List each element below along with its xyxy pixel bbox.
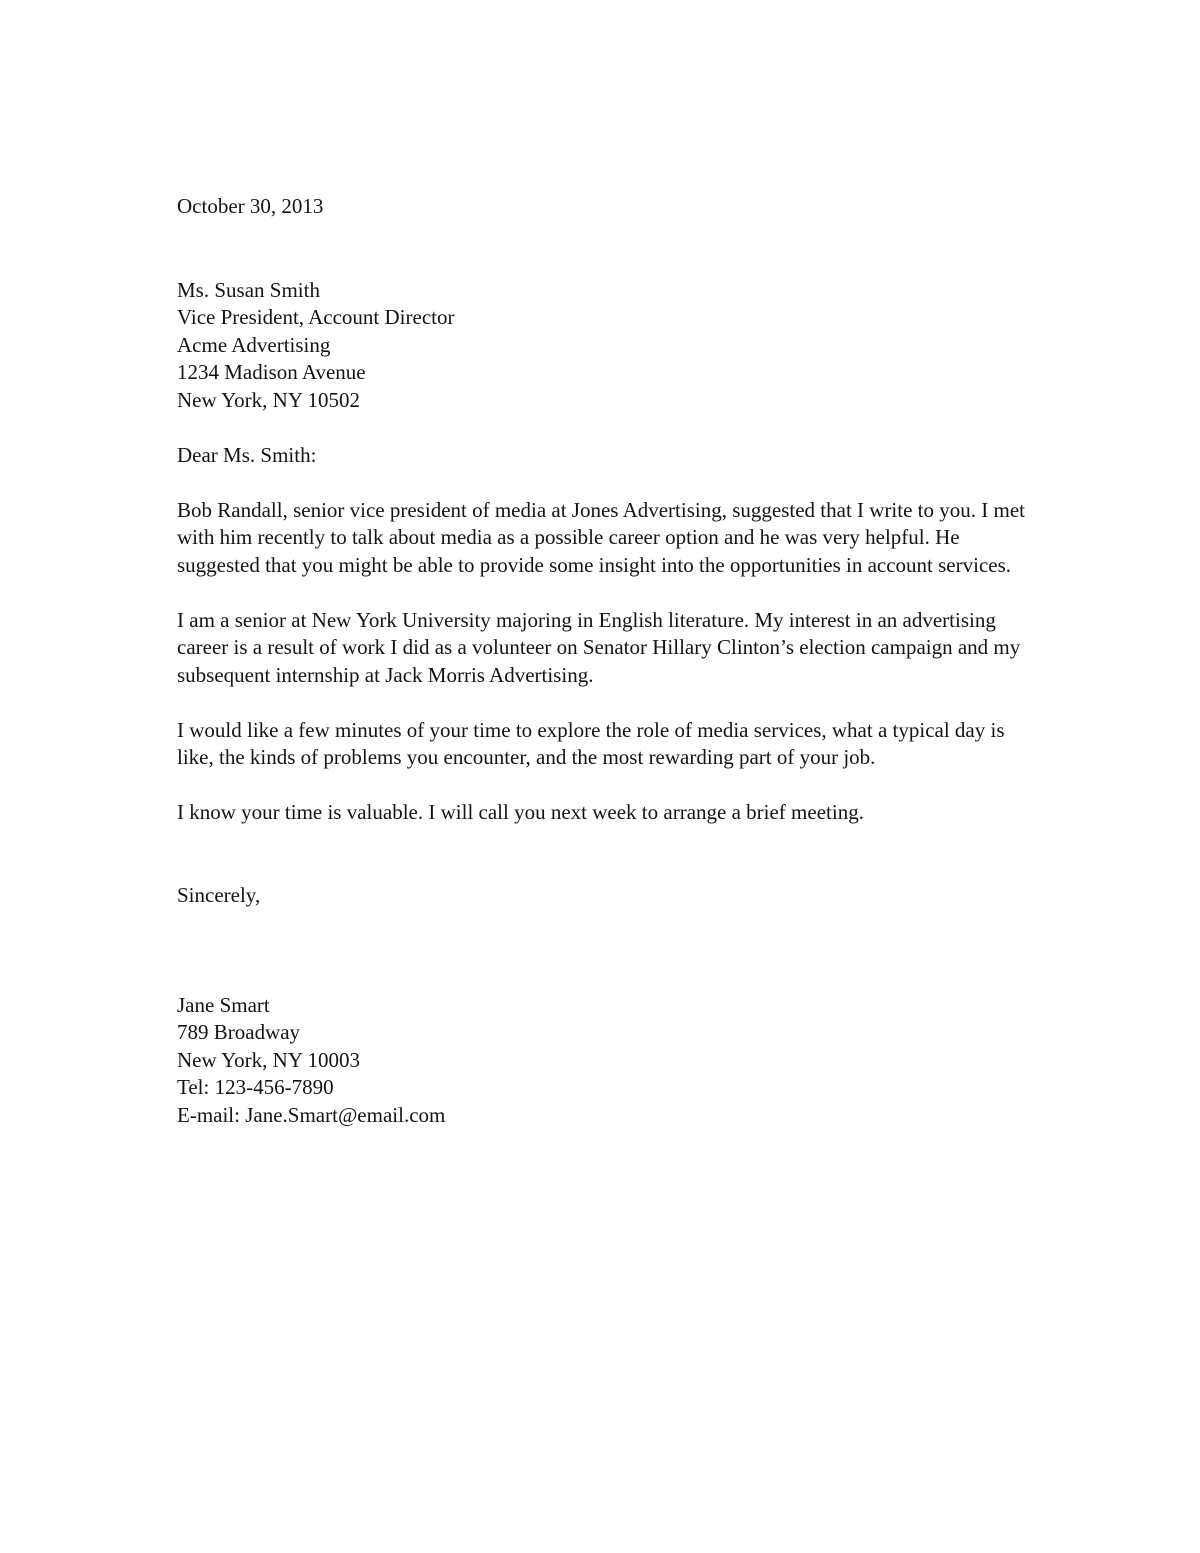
signature-email: E-mail: Jane.Smart@email.com — [177, 1102, 446, 1127]
recipient-title: Vice President, Account Director — [177, 305, 455, 329]
signature-street: 789 Broadway — [177, 1020, 301, 1044]
recipient-block — [177, 277, 1025, 415]
signature-name: Jane Smart — [177, 992, 270, 1017]
closing: Sincerely, — [177, 882, 261, 907]
salutation: Dear Ms. Smith: — [177, 442, 317, 467]
recipient-street: 1234 Madison Avenue — [177, 360, 366, 384]
recipient-city: New York, NY 10502 — [177, 387, 360, 412]
recipient-company: Acme Advertising — [177, 332, 331, 357]
body-paragraph-3: I would like a few minutes of your time to explore the role of media services, what a typical day is like, the kinds of problems you encounter, and the most rewarding part of your job. — [177, 717, 1005, 769]
signature-city: New York, NY 10003 — [177, 1047, 360, 1072]
recipient-name: Ms. Susan Smith — [177, 277, 320, 302]
body-paragraph-2: I am a senior at New York University majoring in English literature. My interest in an advertising career is a result of work I did as a volunteer on Senator Hillary Clinton’s election campaign and my subsequent internship at Jack Morris Advertising. — [177, 607, 1021, 687]
body-paragraph-4: I know your time is valuable. I will call you next week to arrange a brief meeting. — [177, 800, 864, 824]
letter-date: October 30, 2013 — [177, 194, 324, 218]
signature-block — [177, 992, 1025, 1130]
body-paragraph-1: Bob Randall, senior vice president of media at Jones Advertising, suggested that I write to you. I met with him recently to talk about media as a possible career option and he was very helpful. He suggested that you might be able to provide some insight into the opportunities in account services. — [177, 497, 1025, 577]
signature-phone: Tel: 123-456-7890 — [177, 1075, 334, 1099]
